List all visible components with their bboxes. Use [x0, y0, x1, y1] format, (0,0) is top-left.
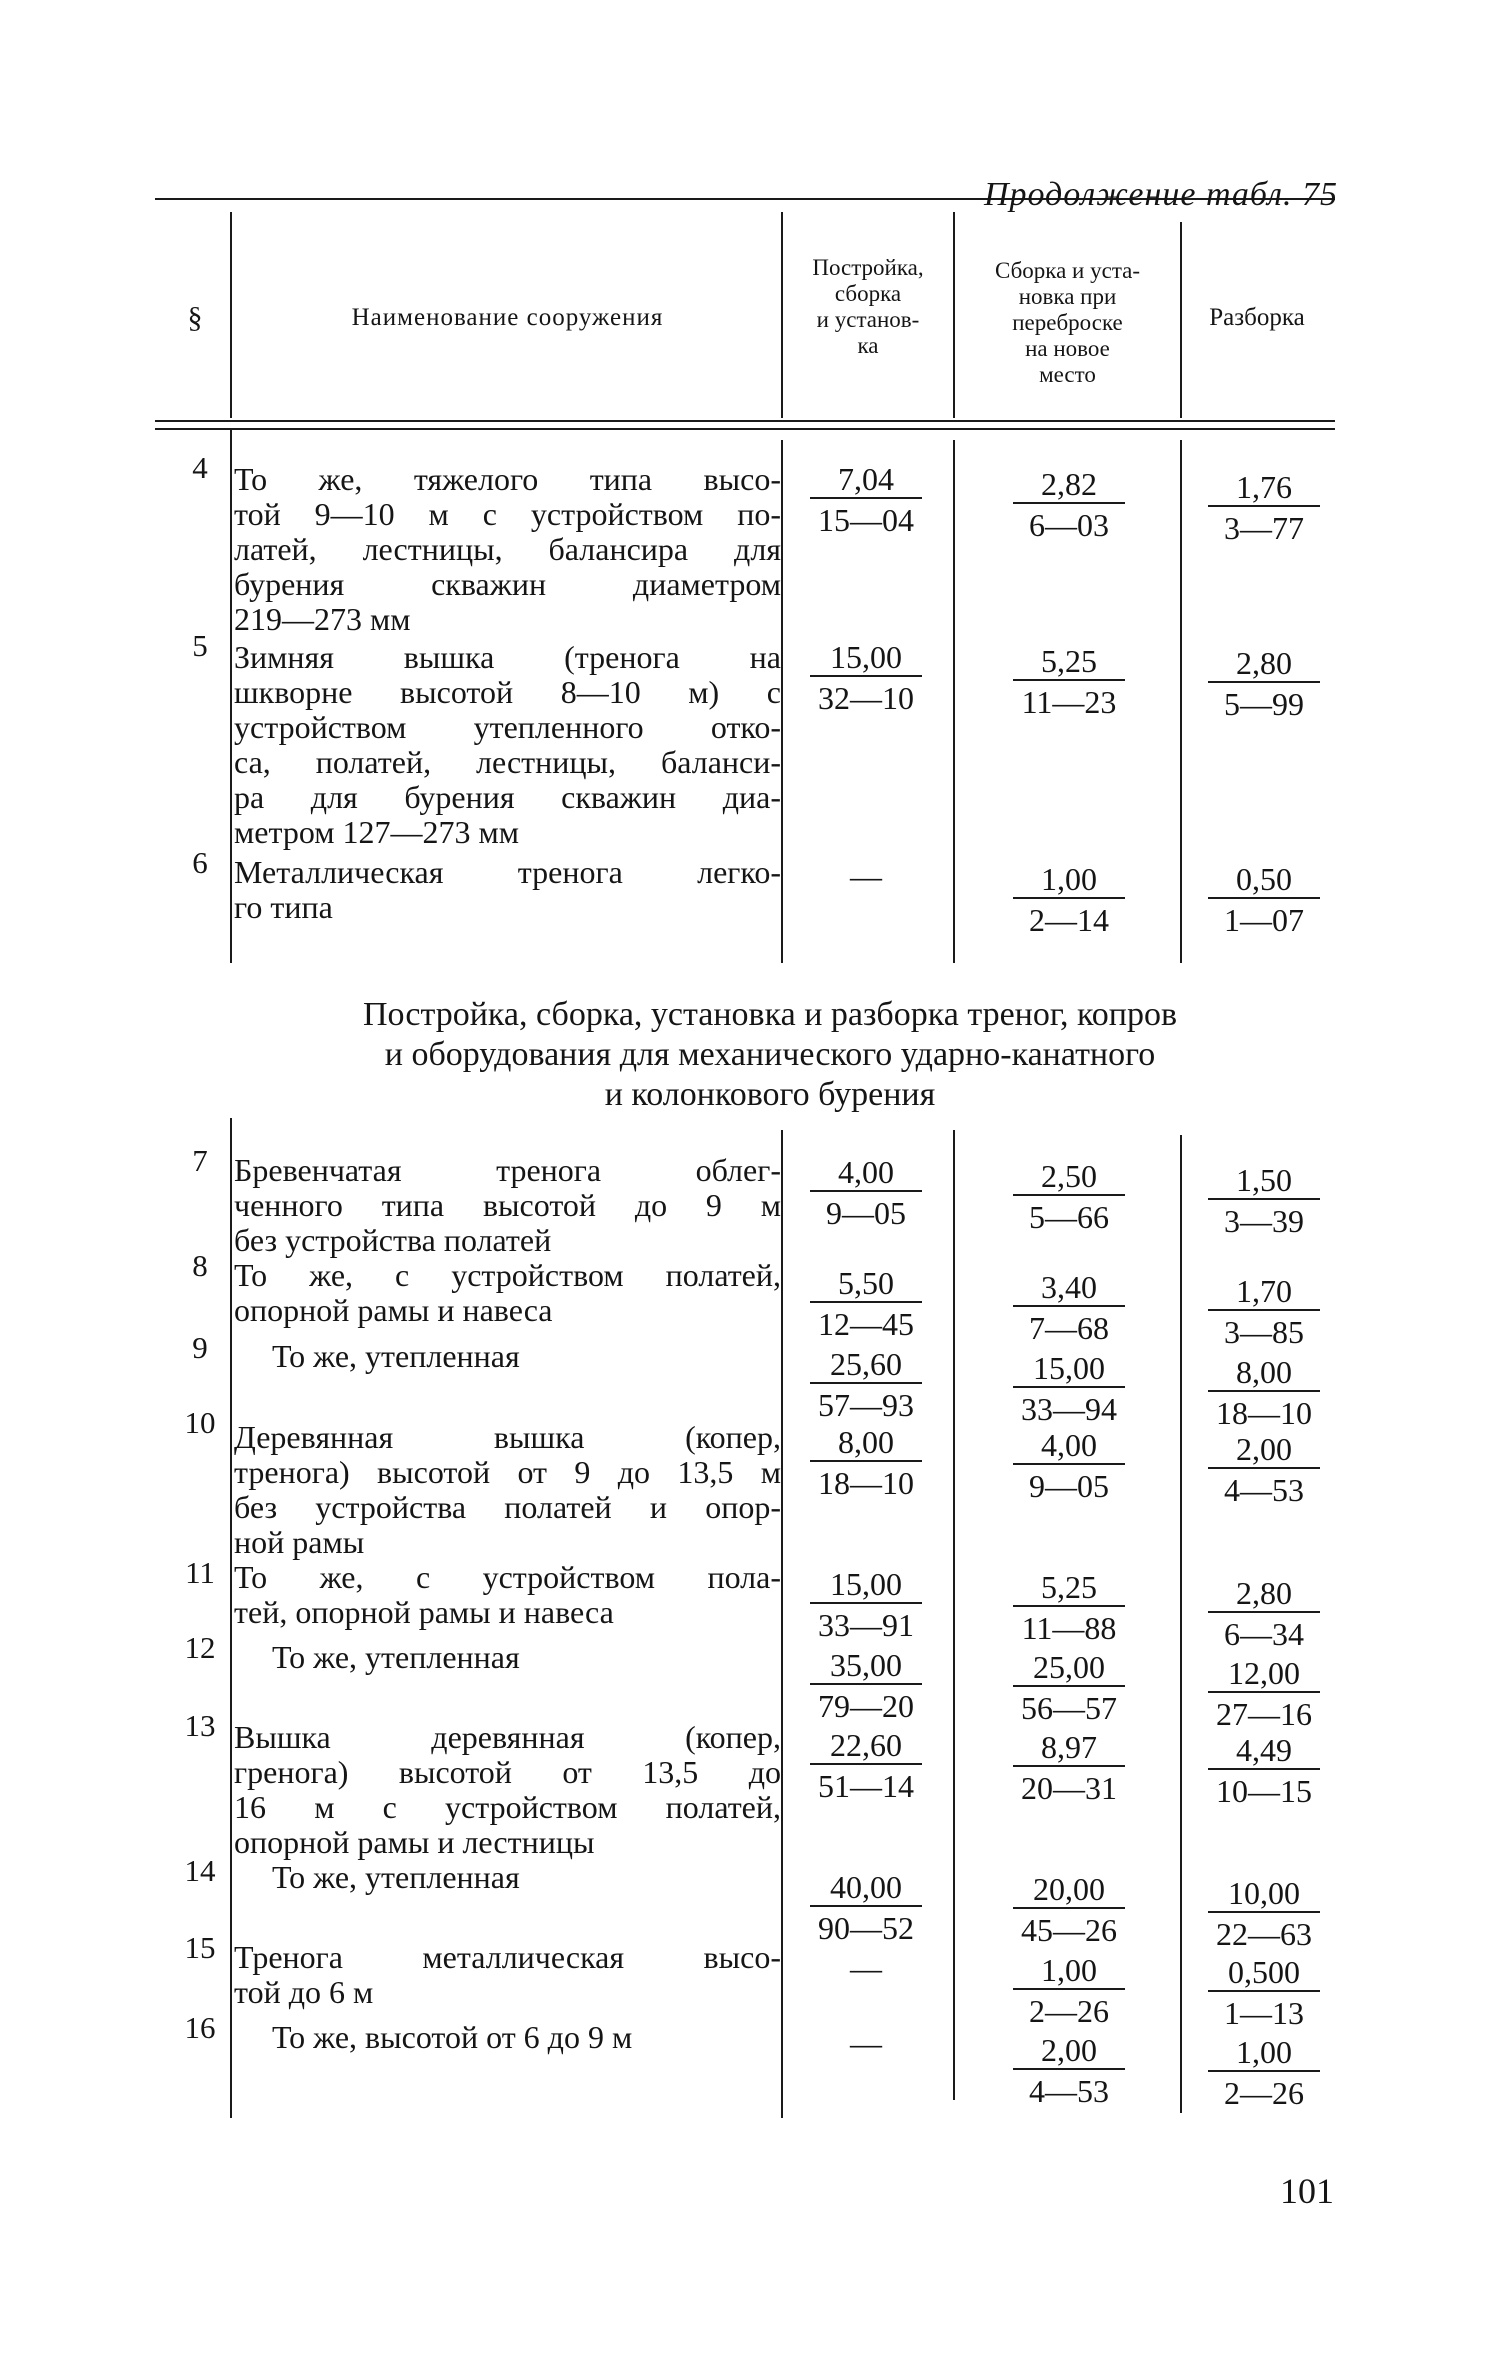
- header-assembly-line: на новое: [1025, 336, 1110, 361]
- build-value: $\frac{4,00}{9—05}$: [810, 1155, 922, 1231]
- build-value: $\frac{15,00}{33—91}$: [810, 1567, 922, 1643]
- row-name: [234, 1940, 781, 2010]
- row-name-line: без устройства полатей и опор-: [234, 1489, 781, 1525]
- disassembly-value: $\frac{2,00}{4—53}$: [1208, 1432, 1320, 1508]
- disassembly-value: $\frac{0,500}{1—13}$: [1208, 1955, 1320, 2031]
- build-value: $\frac{35,00}{79—20}$: [810, 1648, 922, 1724]
- section-heading: [230, 995, 1310, 1115]
- assembly-value: $\frac{8,97}{20—31}$: [1013, 1730, 1125, 1806]
- header-build-line: Постройка,: [812, 255, 924, 280]
- build-dash: —: [850, 858, 882, 894]
- header-build-line: ка: [857, 333, 879, 358]
- disassembly-value: $\frac{1,76}{3—77}$: [1208, 470, 1320, 546]
- section-heading-line: и колонкового бурения: [604, 1076, 936, 1113]
- row-name-line: То же, с устройством полатей,: [234, 1257, 781, 1293]
- assembly-value: $\frac{4,00}{9—05}$: [1013, 1428, 1125, 1504]
- row-name-line: Зимняя вышка (тренога на: [234, 639, 781, 675]
- assembly-value: $\frac{2,00}{4—53}$: [1013, 2033, 1125, 2109]
- assembly-value: $\frac{1,00}{2—14}$: [1013, 862, 1125, 938]
- row-name-line: той до 6 м: [234, 1974, 374, 2010]
- disassembly-value: $\frac{1,70}{3—85}$: [1208, 1274, 1320, 1350]
- row-name-line: той 9—10 м с устройством по-: [234, 496, 781, 532]
- disassembly-value: $\frac{2,80}{6—34}$: [1208, 1576, 1320, 1652]
- header-build-line: и установ-: [816, 307, 920, 332]
- assembly-value: $\frac{5,25}{11—88}$: [1013, 1570, 1125, 1646]
- build-value: $\frac{7,04}{15—04}$: [810, 462, 922, 538]
- body-b-divider-2: [781, 1130, 783, 2118]
- row-name-line: метром 127—273 мм: [234, 814, 519, 850]
- row-number: 10: [184, 1405, 216, 1440]
- header-bottom-rule-2: [155, 428, 1335, 430]
- assembly-value: $\frac{2,82}{6—03}$: [1013, 467, 1125, 543]
- build-value: $\frac{25,60}{57—93}$: [810, 1347, 922, 1423]
- header-name: Наименование сооружения: [351, 303, 664, 331]
- row-number: 16: [184, 2010, 216, 2045]
- row-name-line: То же, утепленная: [272, 1338, 520, 1374]
- assembly-value: $\frac{1,00}{2—26}$: [1013, 1953, 1125, 2029]
- row-name: [234, 1258, 781, 1328]
- header-section: §: [187, 300, 203, 334]
- row-name: [234, 1560, 781, 1630]
- section-heading-line: Постройка, сборка, установка и разборка треног, копров: [362, 996, 1178, 1033]
- row-name-line: го типа: [234, 889, 333, 925]
- assembly-value: $\frac{5,25}{11—23}$: [1013, 644, 1125, 720]
- row-name-line: То же, высотой от 6 до 9 м: [272, 2019, 633, 2055]
- build-value: $\frac{5,50}{12—45}$: [810, 1266, 922, 1342]
- disassembly-value: $\frac{12,00}{27—16}$: [1208, 1656, 1320, 1732]
- row-number: 4: [192, 450, 208, 485]
- row-name-line: ченного типа высотой до 9 м: [234, 1187, 781, 1223]
- row-name-line: То же, тяжелого типа высо-: [234, 461, 781, 497]
- row-name-line: гренога) высотой от 13,5 до: [234, 1754, 781, 1790]
- row-name-line: без устройства полатей: [234, 1222, 552, 1258]
- row-number: 12: [184, 1630, 216, 1665]
- row-name-line: То же, с устройством пола-: [234, 1559, 781, 1595]
- assembly-value: $\frac{2,50}{5—66}$: [1013, 1159, 1125, 1235]
- row-name-line: Деревянная вышка (копер,: [234, 1419, 781, 1455]
- header-assembly-line: место: [1039, 362, 1096, 387]
- body-b-divider-4: [1180, 1135, 1182, 2113]
- disassembly-value: $\frac{1,50}{3—39}$: [1208, 1163, 1320, 1239]
- header-build: [783, 255, 953, 359]
- row-number: 15: [184, 1930, 216, 1965]
- row-name-line: са, полатей, лестницы, баланси-: [234, 744, 781, 780]
- body-a-divider-2: [781, 440, 783, 963]
- build-value: $\frac{22,60}{51—14}$: [810, 1728, 922, 1804]
- header-assembly: [955, 258, 1180, 388]
- disassembly-value: $\frac{1,00}{2—26}$: [1208, 2035, 1320, 2111]
- header-assembly-line: новка при: [1018, 284, 1117, 309]
- row-name-line: То же, утепленная: [272, 1639, 520, 1675]
- assembly-value: $\frac{20,00}{45—26}$: [1013, 1872, 1125, 1948]
- row-number: 8: [192, 1248, 208, 1283]
- page-number: 101: [1280, 2171, 1334, 2211]
- row-name: [234, 1640, 781, 1675]
- disassembly-value: $\frac{2,80}{5—99}$: [1208, 646, 1320, 722]
- row-name-line: Тренога металлическая высо-: [234, 1939, 781, 1975]
- row-number: 11: [185, 1555, 215, 1590]
- assembly-value: $\frac{15,00}{33—94}$: [1013, 1351, 1125, 1427]
- disassembly-value: $\frac{4,49}{10—15}$: [1208, 1733, 1320, 1809]
- continuation-label: Продолжение табл. 75: [983, 176, 1338, 213]
- row-name: [234, 1720, 781, 1860]
- row-number: 14: [184, 1853, 216, 1888]
- row-name: [234, 2020, 781, 2055]
- disassembly-value: $\frac{10,00}{22—63}$: [1208, 1876, 1320, 1952]
- row-name-line: Бревенчатая тренога облег-: [234, 1152, 781, 1188]
- row-name: [234, 855, 781, 925]
- body-a-divider-3: [953, 440, 955, 963]
- disassembly-value: $\frac{0,50}{1—07}$: [1208, 862, 1320, 938]
- build-value: $\frac{8,00}{18—10}$: [810, 1425, 922, 1501]
- body-a-divider-4: [1180, 440, 1182, 963]
- row-name-line: латей, лестницы, балансира для: [234, 531, 781, 567]
- header-divider-1: [230, 212, 232, 418]
- row-name: [234, 1860, 781, 1895]
- row-number: 5: [192, 628, 208, 663]
- build-value: $\frac{40,00}{90—52}$: [810, 1870, 922, 1946]
- row-number: 13: [184, 1708, 216, 1743]
- build-dash: —: [850, 2025, 882, 2061]
- row-name-line: устройством утепленного отко-: [234, 709, 781, 745]
- row-number: 9: [192, 1330, 208, 1365]
- row-name-line: Вышка деревянная (копер,: [234, 1719, 781, 1755]
- header-assembly-line: Сборка и уста-: [994, 258, 1141, 283]
- row-name: [234, 1339, 781, 1374]
- row-name-line: опорной рамы и навеса: [234, 1292, 553, 1328]
- row-name-line: опорной рамы и лестницы: [234, 1824, 595, 1860]
- header-bottom-rule: [155, 420, 1335, 422]
- row-name-line: тренога) высотой от 9 до 13,5 м: [234, 1454, 781, 1490]
- row-number: 7: [192, 1143, 208, 1178]
- header-build-line: сборка: [834, 281, 902, 306]
- build-value: $\frac{15,00}{32—10}$: [810, 640, 922, 716]
- build-dash: —: [850, 1950, 882, 1986]
- header-assembly-line: переброске: [1012, 310, 1123, 335]
- assembly-value: $\frac{3,40}{7—68}$: [1013, 1270, 1125, 1346]
- row-name: [234, 1153, 781, 1258]
- row-name: [234, 1420, 781, 1560]
- row-name: [234, 640, 781, 850]
- assembly-value: $\frac{25,00}{56—57}$: [1013, 1650, 1125, 1726]
- row-name: [234, 462, 781, 637]
- row-name-line: бурения скважин диаметром: [234, 566, 781, 602]
- row-name-line: ра для бурения скважин диа-: [234, 779, 781, 815]
- section-heading-line: и оборудования для механического ударно-канатного: [384, 1036, 1156, 1073]
- row-name-line: Металлическая тренога легко-: [234, 854, 781, 890]
- body-b-divider-1: [230, 1118, 232, 2118]
- header-disassembly: Разборка: [1209, 303, 1305, 331]
- row-name-line: тей, опорной рамы и навеса: [234, 1594, 614, 1630]
- row-name-line: То же, утепленная: [272, 1859, 520, 1895]
- row-number: 6: [192, 845, 208, 880]
- row-name-line: ной рамы: [234, 1524, 365, 1560]
- body-b-divider-3: [953, 1130, 955, 2100]
- row-name-line: 219—273 мм: [234, 601, 411, 637]
- body-a-divider-1: [230, 428, 232, 963]
- row-name-line: шкворне высотой 8—10 м) с: [234, 674, 781, 710]
- disassembly-value: $\frac{8,00}{18—10}$: [1208, 1355, 1320, 1431]
- row-name-line: 16 м с устройством полатей,: [234, 1789, 781, 1825]
